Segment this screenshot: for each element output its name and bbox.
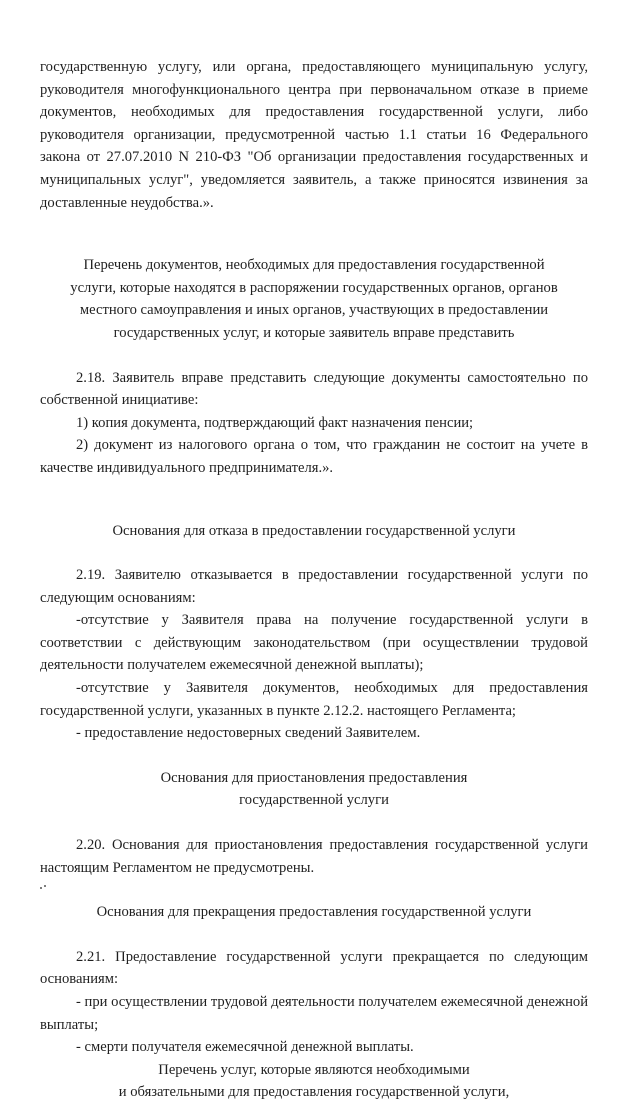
paragraph-top: государственную услугу, или органа, предоставляющего муниципальную услугу, руководителя многофункционального центра при первоначальном отказе в приеме документов, необходимых для предоставления государственной услуги, либо руководителя организации, предусмотренной частью 1.1 статьи 16 Федерального закона от 27.07.2010 N 210-ФЗ "Об организации предоставления государственных и муниципальных услуг", уведомляется заявитель, а также приносятся извинения за доставленные неудобства.». [40, 59, 588, 211]
heading-services-line-1: Перечень услуг, которые являются необходимыми [158, 1061, 470, 1078]
paragraph-2-21-item-2: - смерти получателя ежемесячной денежной выплаты. [76, 1039, 414, 1056]
paragraph-2-19-item-1: -отсутствие у Заявителя права на получение государственной услуги в соответствии с действующим законодательством (при осуществлении трудовой деятельности получателем ежемесячной денежной выплаты); [40, 612, 588, 674]
heading-suspension-line-2: государственной услуги [239, 792, 389, 809]
heading-suspension-line-1: Основания для приостановления предоставления [160, 769, 468, 786]
heading-services-line-2: и обязательными для предоставления государственной услуги, [118, 1084, 510, 1101]
paragraph-2-19-item-2: -отсутствие у Заявителя документов, необходимых для предоставления государственной услуги, указанных в пункте 2.12.2. настоящего Регламента; [40, 680, 588, 719]
paragraph-2-21-item-1: - при осуществлении трудовой деятельности получателем ежемесячной денежной выплаты; [40, 994, 588, 1033]
paragraph-2-18-item-2: 2) документ из налогового органа о том, что гражданин не состоит на учете в качестве индивидуального предпринимателя.». [40, 437, 588, 476]
paragraph-2-20: 2.20. Основания для приостановления предоставления государственной услуги настоящим Регламентом не предусмотрены. [40, 837, 588, 876]
paragraph-2-21: 2.21. Предоставление государственной услуги прекращается по следующим основаниям: [40, 948, 588, 988]
heading-refusal-grounds: Основания для отказа в предоставлении государственной услуги [112, 522, 516, 539]
scan-speck [40, 884, 50, 890]
paragraph-2-19-item-3: - предоставление недостоверных сведений Заявителем. [76, 725, 421, 742]
paragraph-2-18: 2.18. Заявитель вправе представить следующие документы самостоятельно по собственной инициативе: [40, 369, 588, 409]
heading-termination-grounds: Основания для прекращения предоставления государственной услуги [96, 904, 532, 921]
paragraph-2-18-item-1: 1) копия документа, подтверждающий факт назначения пенсии; [76, 414, 474, 431]
paragraph-2-19: 2.19. Заявителю отказывается в предоставлении государственной услуги по следующим основаниям: [40, 567, 588, 606]
heading-documents-list: Перечень документов, необходимых для предоставления государственной услуги, которые находятся в распоряжении государственных органов, органов местного самоуправления и иных органов, участвующих в предоставлении государственных услуг, и которые заявитель вправе представить [70, 257, 558, 341]
